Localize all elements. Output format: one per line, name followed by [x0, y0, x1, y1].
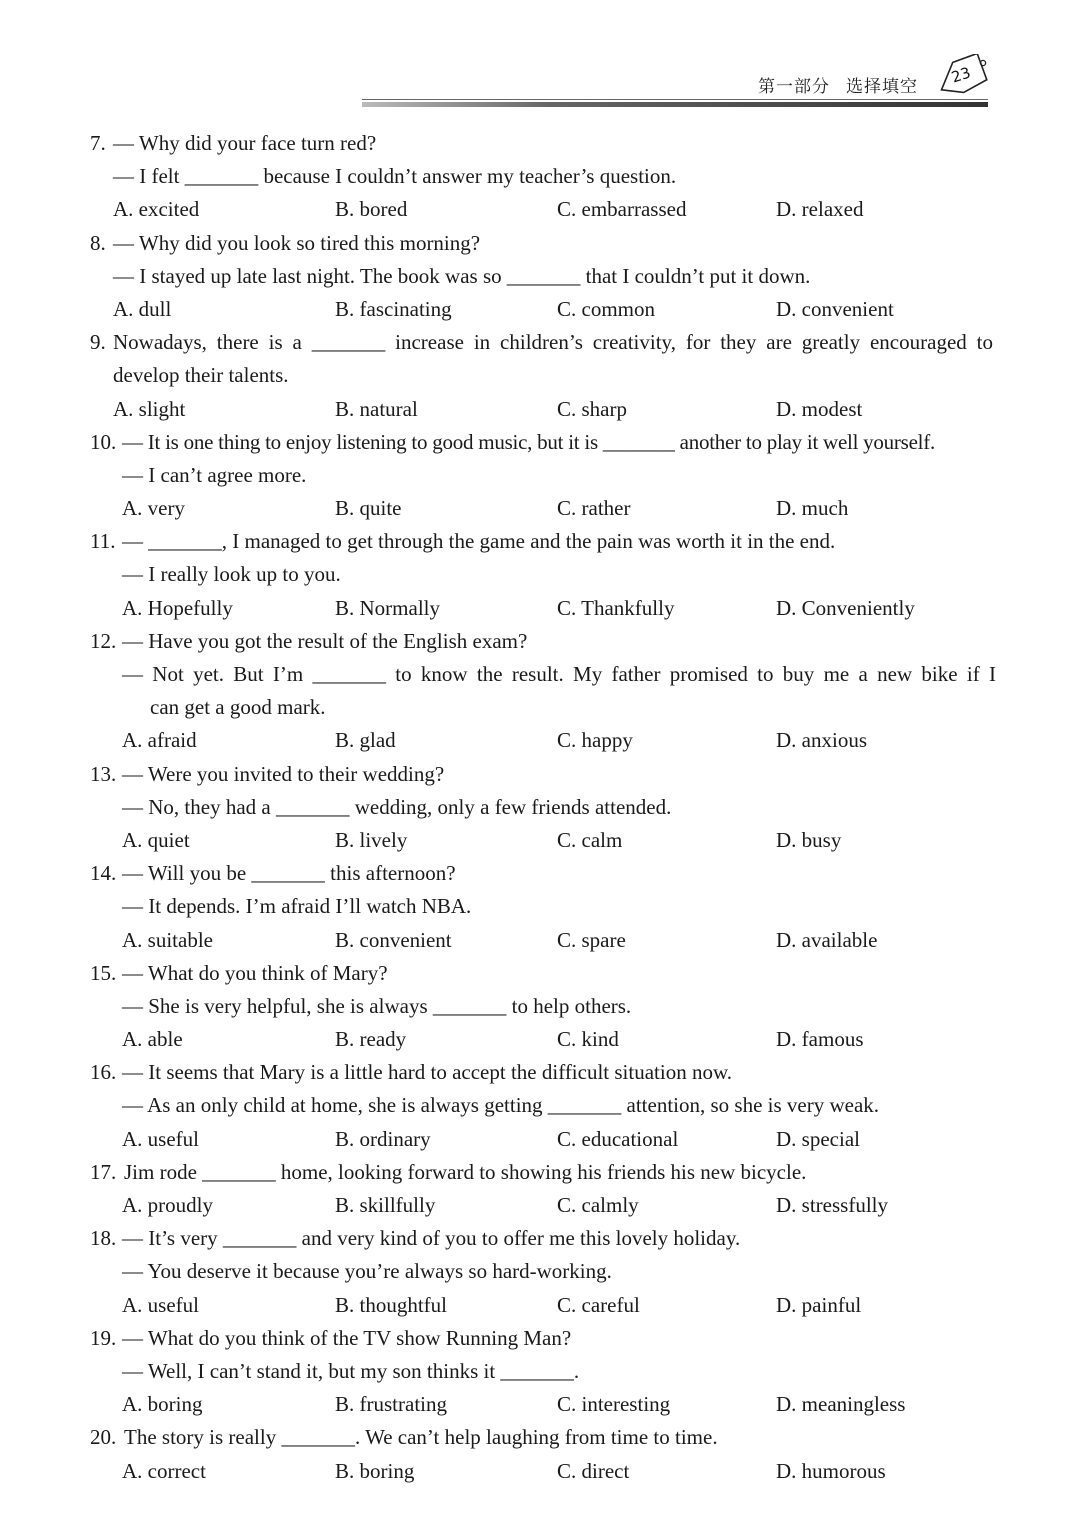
- option-d[interactable]: D. modest: [776, 396, 863, 421]
- question-number: 8.: [90, 230, 106, 255]
- option-c[interactable]: C. kind: [557, 1027, 619, 1052]
- answer-line: — No, they had a _______ wedding, only a few friends attended.: [122, 794, 672, 819]
- question-line: — Why did you look so tired this morning?: [113, 230, 481, 255]
- page-number: 23: [949, 63, 973, 87]
- option-c[interactable]: C. educational: [557, 1126, 679, 1151]
- question-line: — It seems that Mary is a little hard to accept the difficult situation now.: [122, 1060, 733, 1085]
- option-c[interactable]: C. spare: [557, 927, 626, 952]
- option-b[interactable]: B. glad: [335, 728, 396, 753]
- question-7: [0, 127, 1080, 227]
- option-c[interactable]: C. calmly: [557, 1193, 639, 1217]
- header-section: 选择填空: [846, 77, 918, 97]
- option-b[interactable]: B. bored: [335, 197, 408, 222]
- option-b[interactable]: B. thoughtful: [335, 1292, 448, 1317]
- option-c[interactable]: C. embarrassed: [557, 197, 687, 222]
- question-line: — What do you think of the TV show Running Man?: [122, 1325, 572, 1350]
- option-a[interactable]: A. excited: [113, 197, 200, 222]
- option-c[interactable]: C. calm: [557, 827, 623, 852]
- option-d[interactable]: D. Conveniently: [776, 595, 915, 620]
- question-line: — Why did your face turn red?: [113, 131, 377, 155]
- header-part: 第一部分: [758, 77, 830, 97]
- question-number: 11.: [90, 529, 116, 554]
- question-number: 9.: [90, 330, 106, 355]
- question-15: [0, 957, 1080, 1057]
- question-line-continued: develop their talents.: [113, 363, 289, 388]
- question-line: — It’s very _______ and very kind of you to offer me this lovely holiday.: [122, 1226, 741, 1251]
- header-rule-thin: [362, 99, 988, 100]
- option-d[interactable]: D. relaxed: [776, 197, 864, 222]
- option-c[interactable]: C. careful: [557, 1292, 640, 1317]
- question-list: [0, 127, 1080, 1488]
- option-b[interactable]: B. Normally: [335, 595, 440, 620]
- option-c[interactable]: C. interesting: [557, 1392, 671, 1417]
- question-line: — Will you be _______ this afternoon?: [122, 861, 456, 886]
- option-c[interactable]: C. direct: [557, 1458, 630, 1483]
- question-number: 13.: [90, 761, 117, 786]
- question-17: [0, 1156, 1080, 1222]
- option-b[interactable]: B. skillfully: [335, 1193, 436, 1217]
- option-d[interactable]: D. famous: [776, 1027, 864, 1052]
- option-a[interactable]: A. very: [122, 496, 185, 521]
- option-a[interactable]: A. proudly: [122, 1193, 213, 1217]
- answer-line: — Not yet. But I’m _______ to know the result. My father promised to buy me a new bike if I: [122, 662, 996, 686]
- question-number: 15.: [90, 960, 117, 985]
- option-c[interactable]: C. Thankfully: [557, 595, 675, 620]
- option-a[interactable]: A. correct: [122, 1458, 206, 1483]
- question-line: — It is one thing to enjoy listening to good music, but it is _______ another to play it well yourself.: [122, 429, 935, 454]
- option-d[interactable]: D. busy: [776, 827, 842, 852]
- option-d[interactable]: D. painful: [776, 1292, 862, 1317]
- option-a[interactable]: A. quiet: [122, 827, 190, 852]
- option-b[interactable]: B. ordinary: [335, 1126, 431, 1151]
- option-b[interactable]: B. convenient: [335, 927, 452, 952]
- question-8: [0, 227, 1080, 327]
- option-d[interactable]: D. humorous: [776, 1458, 886, 1483]
- question-number: 20.: [90, 1425, 117, 1450]
- option-a[interactable]: A. boring: [122, 1392, 203, 1417]
- option-a[interactable]: A. afraid: [122, 728, 197, 753]
- option-a[interactable]: A. useful: [122, 1292, 199, 1317]
- option-b[interactable]: B. quite: [335, 496, 402, 521]
- question-18: [0, 1222, 1080, 1322]
- option-c[interactable]: C. happy: [557, 728, 633, 753]
- question-11: [0, 525, 1080, 625]
- option-d[interactable]: D. convenient: [776, 296, 894, 321]
- question-13: [0, 758, 1080, 858]
- answer-line: — I really look up to you.: [122, 562, 341, 587]
- question-number: 12.: [90, 628, 117, 653]
- answer-line: — I can’t agree more.: [122, 462, 307, 487]
- question-line: The story is really _______. We can’t help laughing from time to time.: [124, 1425, 718, 1450]
- answer-line: — It depends. I’m afraid I’ll watch NBA.: [122, 894, 472, 919]
- question-20: [0, 1421, 1080, 1487]
- question-line: — Have you got the result of the English exam?: [122, 628, 528, 653]
- answer-line-continued: can get a good mark.: [150, 695, 326, 720]
- page-header: [0, 0, 1080, 115]
- answer-line: — I stayed up late last night. The book was so _______ that I couldn’t put it down.: [113, 263, 811, 288]
- option-d[interactable]: D. stressfully: [776, 1193, 888, 1217]
- option-b[interactable]: B. ready: [335, 1027, 407, 1052]
- option-d[interactable]: D. meaningless: [776, 1392, 906, 1417]
- option-c[interactable]: C. common: [557, 296, 655, 321]
- question-number: 10.: [90, 429, 117, 454]
- answer-line: — Well, I can’t stand it, but my son thinks it _______.: [122, 1358, 580, 1383]
- question-number: 19.: [90, 1325, 117, 1350]
- option-a[interactable]: A. slight: [113, 396, 186, 421]
- answer-line: — As an only child at home, she is always getting _______ attention, so she is very weak.: [122, 1093, 880, 1118]
- question-19: [0, 1322, 1080, 1422]
- question-9: [0, 326, 1080, 426]
- question-number: 18.: [90, 1226, 117, 1251]
- question-12: [0, 625, 1080, 758]
- option-a[interactable]: A. useful: [122, 1126, 199, 1151]
- question-line: — Were you invited to their wedding?: [122, 761, 445, 786]
- option-a[interactable]: A. able: [122, 1027, 183, 1052]
- answer-line: — You deserve it because you’re always so hard-working.: [122, 1259, 612, 1284]
- option-b[interactable]: B. fascinating: [335, 296, 452, 321]
- option-b[interactable]: B. lively: [335, 827, 408, 852]
- question-number: 16.: [90, 1060, 117, 1085]
- question-line: Nowadays, there is a _______ increase in children’s creativity, for they are greatly encouraged to: [113, 330, 993, 355]
- option-a[interactable]: A. Hopefully: [122, 595, 233, 620]
- option-a[interactable]: A. dull: [113, 296, 172, 321]
- answer-line: — I felt _______ because I couldn’t answer my teacher’s question.: [113, 164, 677, 189]
- header-rule-thick: [362, 102, 988, 107]
- option-b[interactable]: B. natural: [335, 396, 418, 421]
- question-number: 14.: [90, 861, 117, 886]
- option-d[interactable]: D. special: [776, 1126, 860, 1151]
- question-10: [0, 426, 1080, 526]
- page-number-badge: [934, 54, 992, 98]
- option-c[interactable]: C. sharp: [557, 396, 627, 421]
- option-d[interactable]: D. anxious: [776, 728, 867, 753]
- answer-line: — She is very helpful, she is always _______ to help others.: [122, 993, 632, 1018]
- question-number: 7.: [90, 131, 106, 155]
- option-b[interactable]: B. boring: [335, 1458, 415, 1483]
- question-16: [0, 1056, 1080, 1156]
- option-d[interactable]: D. available: [776, 927, 878, 952]
- question-line: Jim rode _______ home, looking forward to showing his friends his new bicycle.: [124, 1159, 807, 1184]
- question-line: — _______, I managed to get through the game and the pain was worth it in the end.: [122, 529, 836, 554]
- option-b[interactable]: B. frustrating: [335, 1392, 447, 1417]
- option-d[interactable]: D. much: [776, 496, 849, 521]
- header-title: [758, 72, 918, 97]
- question-14: [0, 857, 1080, 957]
- option-c[interactable]: C. rather: [557, 496, 631, 521]
- option-a[interactable]: A. suitable: [122, 927, 213, 952]
- question-number: 17.: [90, 1159, 117, 1184]
- question-line: — What do you think of Mary?: [122, 960, 388, 985]
